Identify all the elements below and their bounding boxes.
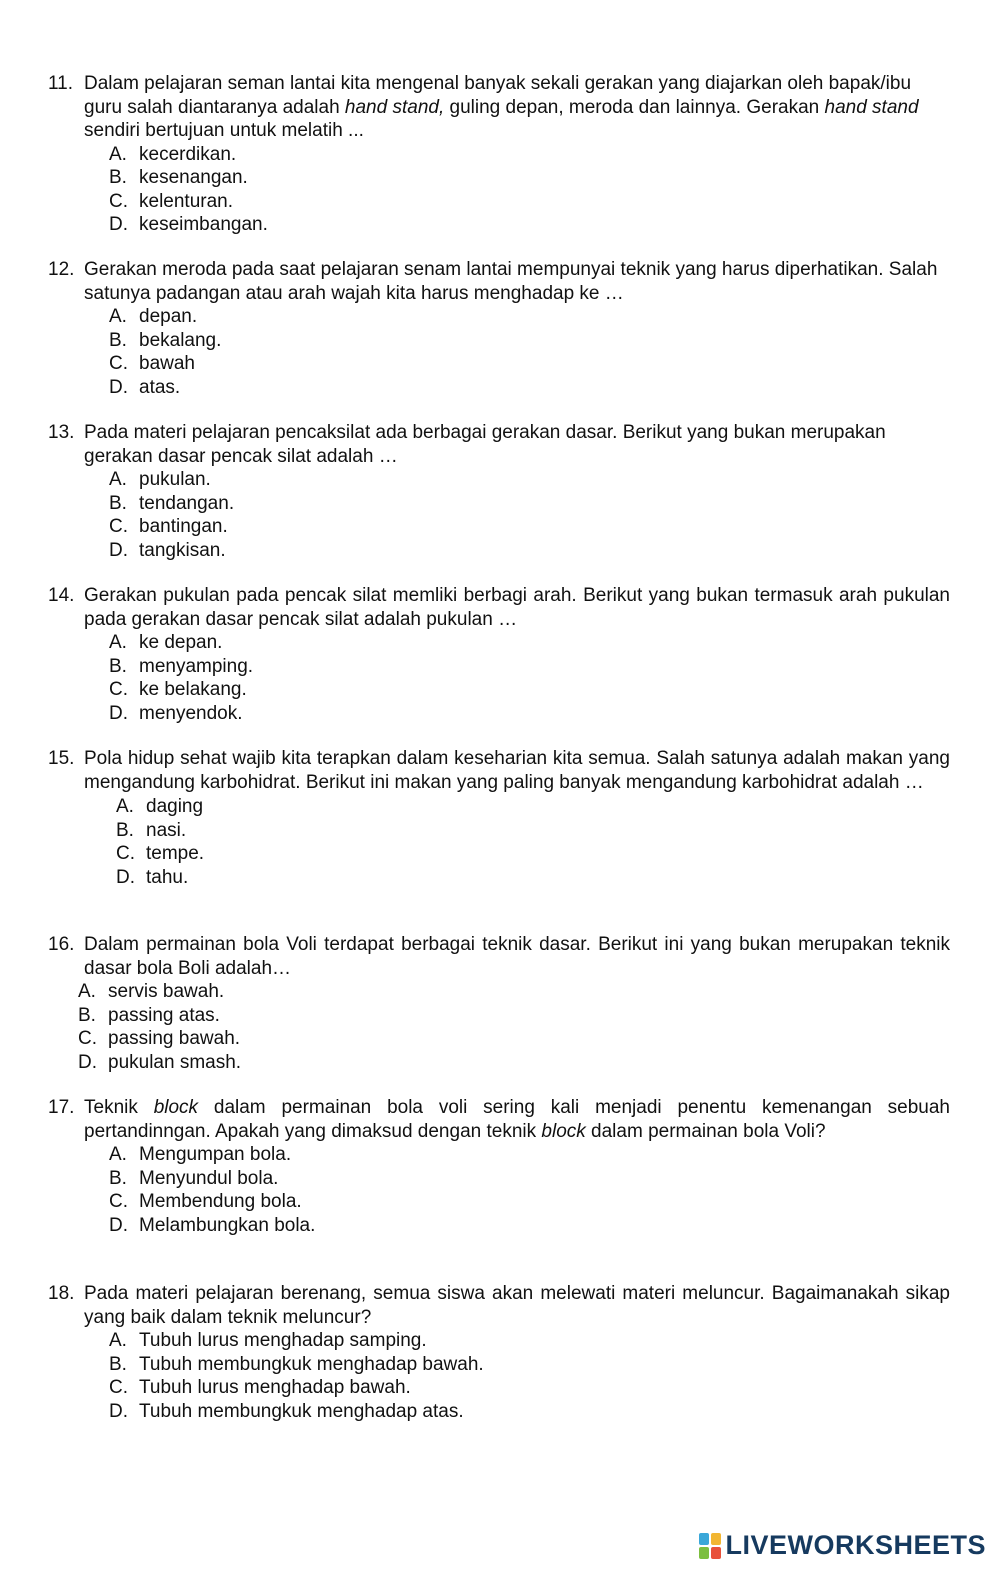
option-b (109, 655, 950, 679)
option-letter: B. (109, 1353, 127, 1375)
option-text: daging (146, 796, 204, 817)
option-c (109, 1376, 950, 1400)
option-text: bawah (139, 353, 195, 374)
stem-part: Teknik (84, 1097, 154, 1118)
options-list (109, 468, 950, 562)
option-text: Tubuh lurus menghadap bawah. (139, 1377, 411, 1398)
option-text: keseimbangan. (139, 214, 268, 235)
option-d (109, 539, 950, 563)
option-a (78, 980, 950, 1004)
option-text: Tubuh membungkuk menghadap bawah. (139, 1353, 484, 1375)
option-d (78, 1051, 950, 1075)
option-letter: A. (109, 306, 127, 327)
option-text: menyendok. (139, 702, 243, 724)
option-letter: D. (109, 702, 128, 724)
option-text: Melambungkan bola. (139, 1214, 316, 1236)
option-letter: D. (78, 1051, 97, 1073)
stem-part: dalam permainan bola Voli? (585, 1120, 826, 1142)
question-number: 13. (48, 422, 75, 443)
option-b (109, 1353, 950, 1377)
option-text: kecerdikan. (139, 143, 237, 165)
option-text: atas. (139, 376, 181, 398)
option-letter: D. (109, 1400, 128, 1422)
stem-part: Pada materi pelajaran pencaksilat ada berbagai gerakan dasar. Berikut yang bukan merupakan gerakan dasar pencak silat adalah … (84, 422, 886, 467)
stem-part: Gerakan pukulan pada pencak silat memliki berbagi arah. Berikut yang bukan termasuk arah pukulan pada gerakan dasar pencak silat adalah pukulan … (84, 585, 950, 630)
question-14 (48, 584, 950, 725)
logo-tile (711, 1547, 721, 1559)
option-letter: A. (78, 981, 96, 1002)
option-text: tendangan. (139, 492, 235, 514)
option-letter: A. (109, 632, 127, 653)
option-text: kesenangan. (139, 167, 248, 188)
option-letter: D. (109, 376, 128, 398)
option-a (109, 631, 950, 655)
question-13 (48, 421, 950, 562)
option-a (116, 795, 950, 819)
liveworksheets-logo (699, 1530, 986, 1561)
option-letter: C. (109, 1377, 128, 1398)
question-text (84, 1096, 950, 1143)
question-text (84, 72, 950, 143)
option-letter: B. (109, 329, 127, 351)
logo-tile (699, 1533, 709, 1545)
option-text: nasi. (146, 819, 187, 841)
option-letter: B. (109, 1167, 127, 1189)
option-letter: B. (109, 167, 127, 188)
option-a (109, 305, 950, 329)
question-11 (48, 72, 950, 237)
option-letter: B. (78, 1004, 96, 1026)
option-letter: A. (109, 469, 127, 490)
option-text: Tubuh membungkuk menghadap atas. (139, 1400, 464, 1422)
stem-part-italic: hand stand (824, 96, 919, 118)
option-letter: C. (109, 353, 128, 374)
option-c (109, 352, 950, 376)
question-16 (48, 933, 950, 1074)
option-letter: C. (109, 516, 128, 537)
option-text: ke depan. (139, 632, 223, 653)
stem-part: Dalam permainan bola Voli terdapat berbagai teknik dasar. Berikut ini yang bukan merupakan teknik dasar bola Boli adalah… (84, 934, 950, 979)
option-c (78, 1027, 950, 1051)
question-text (84, 1282, 950, 1329)
option-c (109, 190, 950, 214)
option-text: pukulan. (139, 469, 211, 490)
option-b (78, 1004, 950, 1028)
option-text: bantingan. (139, 516, 228, 537)
option-c (109, 1190, 950, 1214)
option-letter: B. (109, 655, 127, 677)
option-text: pukulan smash. (108, 1051, 242, 1073)
option-text: menyamping. (139, 655, 254, 677)
stem-part: sendiri bertujuan untuk melatih ... (84, 120, 364, 141)
option-c (109, 678, 950, 702)
options-list (78, 980, 950, 1074)
option-a (109, 143, 950, 167)
question-number: 14. (48, 585, 75, 606)
option-text: Tubuh lurus menghadap samping. (139, 1330, 427, 1351)
option-text: kelenturan. (139, 190, 234, 212)
option-text: passing atas. (108, 1004, 220, 1026)
option-letter: A. (109, 1330, 127, 1351)
option-a (109, 1143, 950, 1167)
stem-part: Gerakan meroda pada saat pelajaran senam lantai mempunyai teknik yang harus diperhatikan. Salah satunya padangan atau arah wajah kita harus menghadap ke … (84, 259, 938, 304)
option-letter: D. (109, 214, 128, 235)
option-text: tangkisan. (139, 539, 226, 561)
question-number: 15. (48, 748, 75, 769)
stem-part: guling depan, meroda dan lainnya. Gerakan (444, 96, 825, 118)
option-b (109, 166, 950, 190)
option-text: Membendung bola. (139, 1191, 302, 1212)
option-b (109, 329, 950, 353)
options-list (109, 305, 950, 399)
logo-tile (699, 1547, 709, 1559)
option-letter: C. (109, 190, 128, 212)
option-text: passing bawah. (108, 1028, 241, 1049)
question-18 (48, 1282, 950, 1423)
option-letter: C. (109, 679, 128, 700)
option-text: tahu. (146, 866, 189, 888)
question-number: 16. (48, 934, 75, 955)
option-d (109, 1400, 950, 1424)
option-letter: C. (116, 843, 135, 864)
question-number: 17. (48, 1097, 75, 1118)
option-text: servis bawah. (108, 981, 225, 1002)
option-letter: D. (109, 539, 128, 561)
option-letter: A. (109, 143, 127, 165)
question-text (84, 421, 950, 468)
options-list (109, 143, 950, 237)
logo-tile (711, 1533, 721, 1545)
option-b (109, 492, 950, 516)
stem-part-italic: hand stand, (344, 96, 445, 118)
option-d (109, 213, 950, 237)
option-letter: D. (109, 1214, 128, 1236)
option-a (109, 1329, 950, 1353)
question-number: 11. (48, 73, 74, 94)
question-text (84, 933, 950, 980)
option-d (109, 1214, 950, 1238)
stem-part-italic: block (153, 1097, 199, 1118)
options-list (109, 1143, 950, 1237)
question-text (84, 584, 950, 631)
option-letter: A. (109, 1144, 127, 1165)
stem-part: Pada materi pelajaran berenang, semua siswa akan melewati materi meluncur. Bagaimanakah sikap yang baik dalam teknik meluncur? (84, 1283, 950, 1328)
option-letter: B. (109, 492, 127, 514)
option-text: ke belakang. (139, 679, 247, 700)
option-b (109, 1167, 950, 1191)
options-list (109, 1329, 950, 1423)
option-text: tempe. (146, 843, 205, 864)
option-c (116, 842, 950, 866)
options-list (109, 631, 950, 725)
option-letter: C. (78, 1028, 97, 1049)
option-text: Mengumpan bola. (139, 1144, 292, 1165)
option-d (109, 702, 950, 726)
option-letter: C. (109, 1191, 128, 1212)
option-text: depan. (139, 306, 198, 327)
question-number: 18. (48, 1283, 75, 1304)
option-text: bekalang. (139, 329, 222, 351)
option-b (116, 819, 950, 843)
option-text: Menyundul bola. (139, 1167, 279, 1189)
question-15 (48, 747, 950, 889)
brand-name: LIVEWORKSHEETS (725, 1530, 986, 1561)
question-12 (48, 258, 950, 399)
option-letter: A. (116, 796, 134, 817)
option-d (109, 376, 950, 400)
question-17 (48, 1096, 950, 1237)
option-a (109, 468, 950, 492)
option-d (116, 866, 950, 890)
options-list (116, 795, 950, 889)
option-c (109, 515, 950, 539)
stem-part: Dalam pelajaran seman lantai kita mengenal banyak sekali gerakan yang diajarkan oleh bapak/ibu guru salah diantaranya adalah (84, 73, 912, 118)
question-text (84, 258, 950, 305)
question-text (84, 747, 950, 794)
question-number: 12. (48, 259, 75, 280)
option-letter: D. (116, 866, 135, 888)
stem-part: dalam permainan bola voli sering kali menjadi penentu kemenangan sebuah pertandinngan. Apakah yang dimaksud dengan teknik (84, 1097, 950, 1142)
stem-part-italic: block (541, 1120, 586, 1142)
stem-part: Pola hidup sehat wajib kita terapkan dalam keseharian kita semua. Salah satunya adalah makan yang mengandung karbohidrat. Berikut ini makan yang paling banyak mengandung karbohidrat adalah … (84, 748, 950, 793)
option-letter: B. (116, 819, 134, 841)
liveworksheets-icon (699, 1533, 721, 1559)
